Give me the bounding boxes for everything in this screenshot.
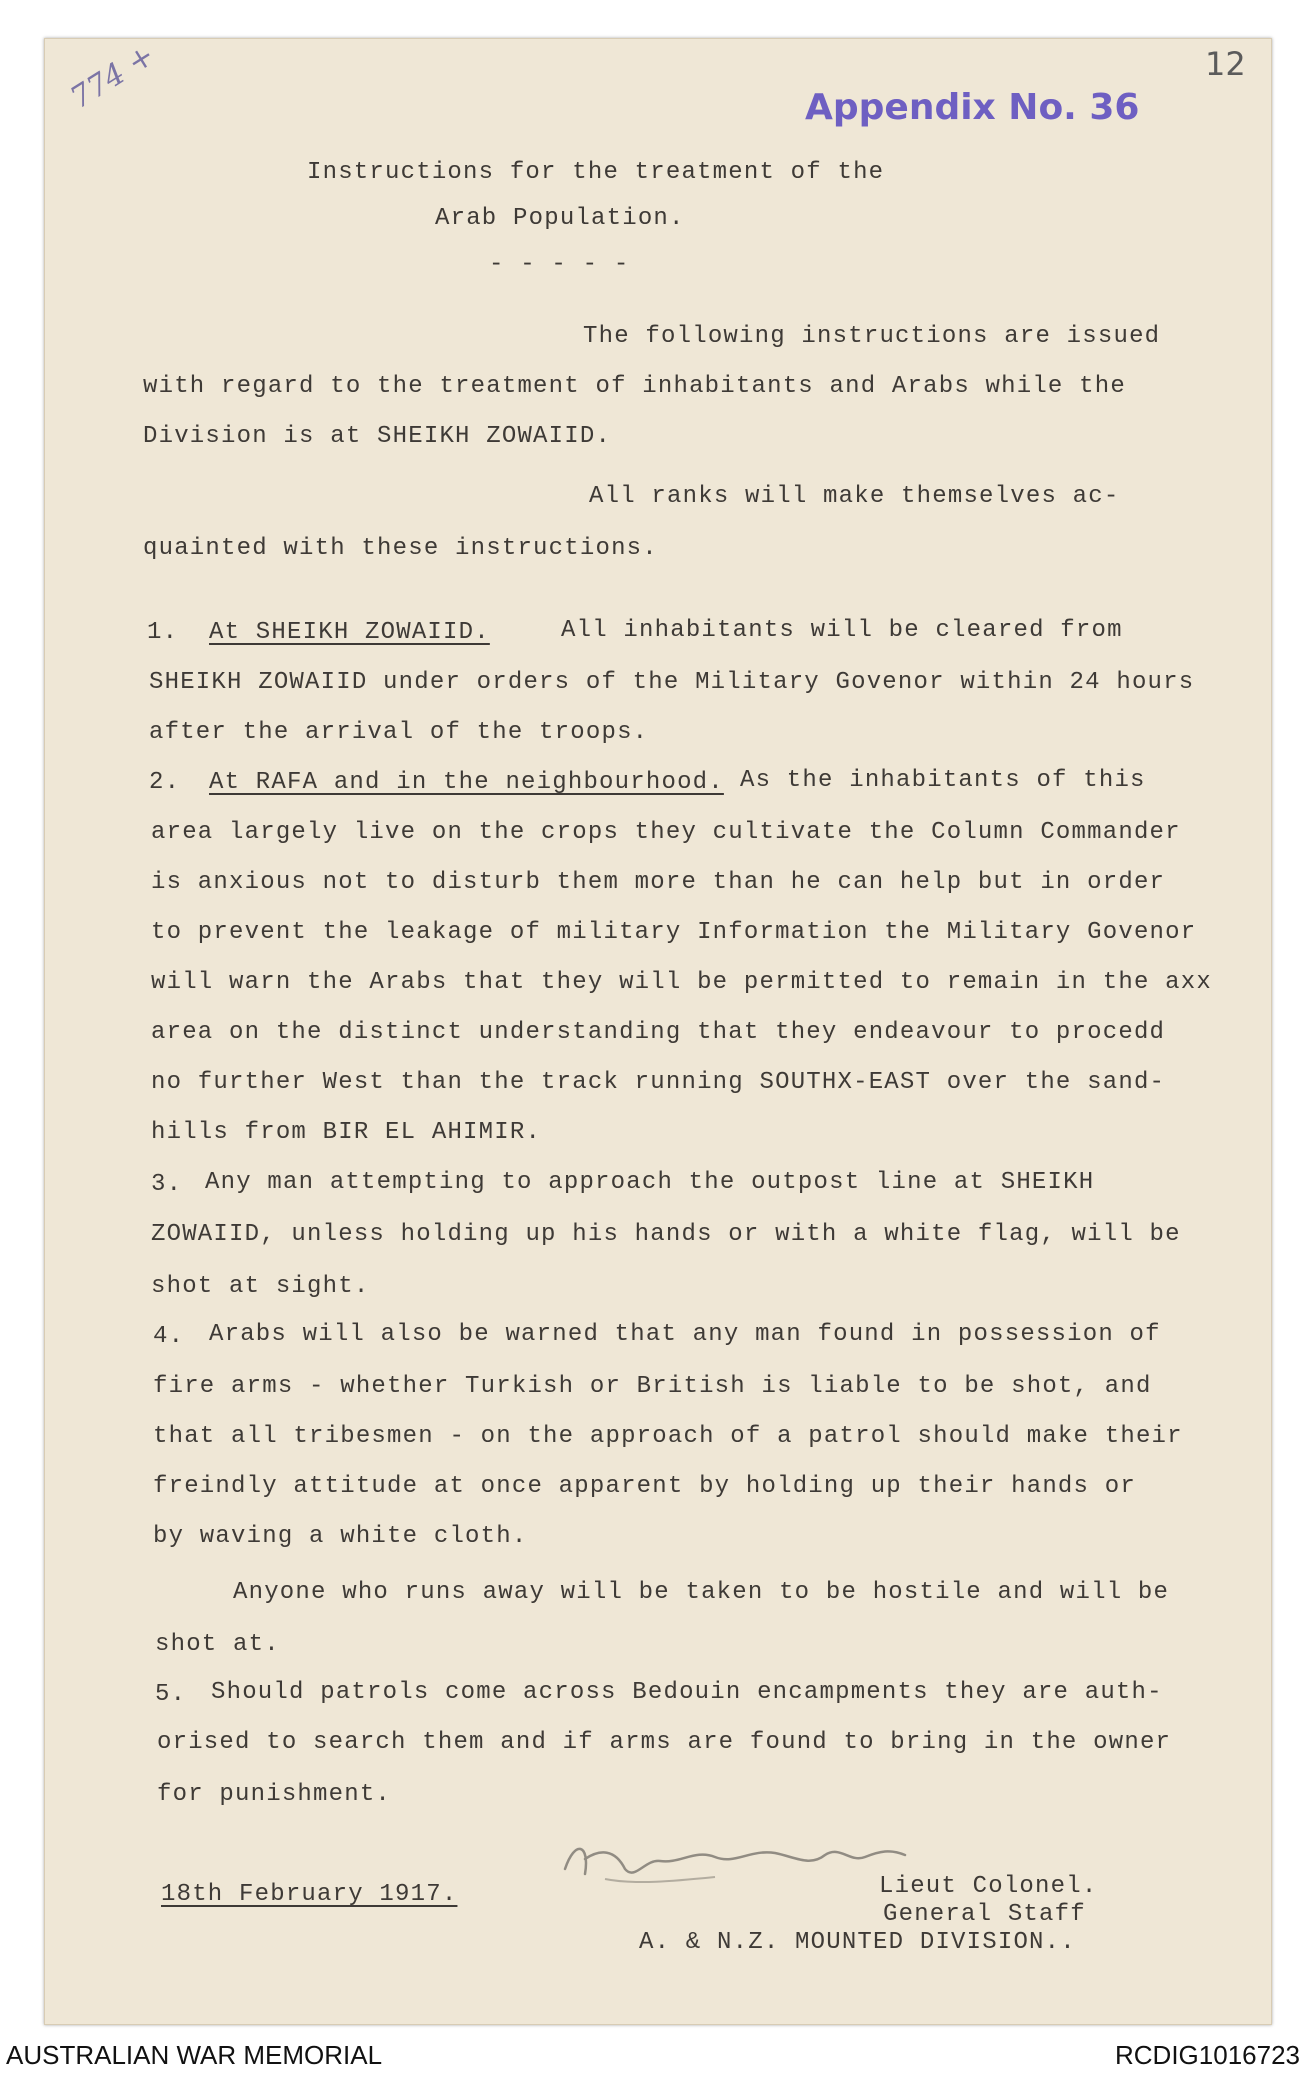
item-text-line: As the inhabitants of this [740,767,1146,794]
item-text-line: freindly attitude at once apparent by holding up their hands or [153,1473,1136,1500]
item-text-line: All inhabitants will be cleared from [561,617,1123,644]
intro-line: with regard to the treatment of inhabitants and Arabs while the [143,373,1126,400]
item-text-line: by waving a white cloth. [153,1523,528,1550]
item-text-line: area largely live on the crops they cultivate the Column Commander [151,819,1181,846]
item-text-line: for punishment. [157,1781,392,1808]
intro-line: Division is at SHEIKH ZOWAIID. [143,423,612,450]
intro-line: quainted with these instructions. [143,535,658,562]
title-line-1: Instructions for the treatment of the [307,159,885,186]
signatory-division: A. & N.Z. MOUNTED DIVISION.. [639,1929,1076,1956]
archive-mark: 774 + [64,37,161,117]
item-text-line: fire arms - whether Turkish or British is liable to be shot, and [153,1373,1152,1400]
item-number: 3. [151,1171,183,1198]
title-line-2: Arab Population. [435,205,685,232]
item-text-line: Should patrols come across Bedouin encampments they are auth- [211,1679,1163,1706]
item-number: 1. [147,619,179,646]
item-text-line: to prevent the leakage of military Information the Military Govenor [151,919,1197,946]
item-text-line: Any man attempting to approach the outpost line at SHEIKH [205,1169,1095,1196]
page-number: 12 [1205,45,1246,83]
item-heading: At SHEIKH ZOWAIID. [209,619,490,646]
item-text-line: will warn the Arabs that they will be permitted to remain in the axx [151,969,1212,996]
paragraph-line: shot at. [155,1631,280,1658]
item-text-line: that all tribesmen - on the approach of a patrol should make their [153,1423,1183,1450]
item-number: 5. [155,1681,187,1708]
item-heading: At RAFA and in the neighbourhood. [209,769,724,796]
item-text-line: orised to search them and if arms are found to bring in the owner [157,1729,1172,1756]
item-number: 4. [153,1323,185,1350]
item-text-line: SHEIKH ZOWAIID under orders of the Military Govenor within 24 hours [149,669,1195,696]
item-text-line: shot at sight. [151,1273,370,1300]
document-page [44,38,1272,2025]
item-text-line: is anxious not to disturb them more than he can help but in order [151,869,1166,896]
intro-line: The following instructions are issued [583,323,1161,350]
signatory-rank: Lieut Colonel. [879,1873,1098,1900]
intro-line: All ranks will make themselves ac- [589,483,1120,510]
appendix-stamp: Appendix No. 36 [805,87,1140,128]
footer-image-id: RCDIG1016723 [1115,2040,1300,2070]
signatory-staff: General Staff [883,1901,1086,1928]
title-divider: - - - - - [489,251,630,278]
item-text-line: area on the distinct understanding that they endeavour to procedd [151,1019,1166,1046]
item-text-line: hills from BIR EL AHIMIR. [151,1119,542,1146]
paragraph-line: Anyone who runs away will be taken to be hostile and will be [233,1579,1170,1606]
footer-institution: AUSTRALIAN WAR MEMORIAL [6,2040,383,2070]
item-text-line: ZOWAIID, unless holding up his hands or with a white flag, will be [151,1221,1181,1248]
item-text-line: after the arrival of the troops. [149,719,649,746]
item-number: 2. [149,769,181,796]
item-text-line: no further West than the track running SOUTHX-EAST over the sand- [151,1069,1166,1096]
item-text-line: Arabs will also be warned that any man found in possession of [209,1321,1161,1348]
document-date: 18th February 1917. [161,1881,458,1908]
